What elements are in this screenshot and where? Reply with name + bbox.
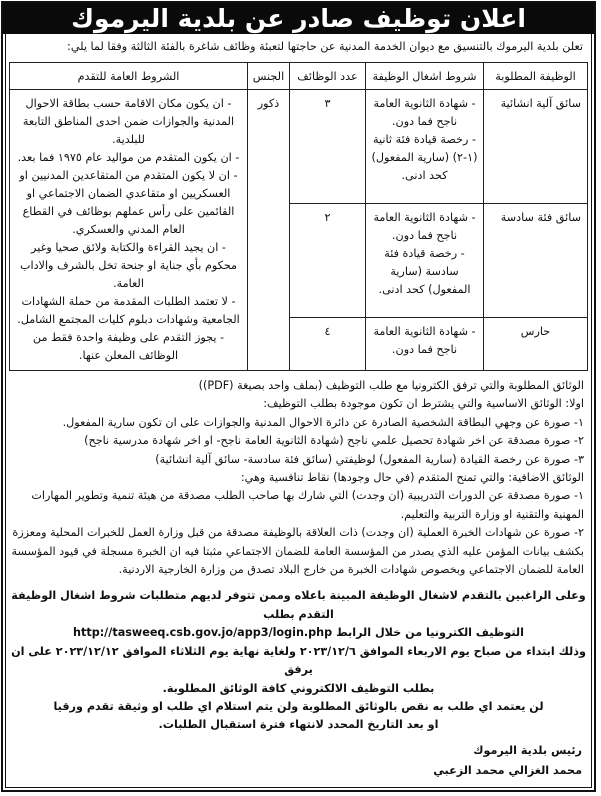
application-url-link[interactable]: http://tasweeq.csb.gov.jo/app3/login.php: [73, 626, 333, 640]
application-line: او بعد التاريخ المحدد لانتهاء فترة استقبال الطلبات.: [158, 718, 439, 732]
basic-documents-heading: اولا: الوثائق الاساسية والتي يشترط ان تكون موجودة بطلب التوظيف:: [263, 397, 584, 411]
job-count: ٢: [290, 203, 366, 317]
condition-item: - لا تعتمد الطلبات المقدمة من حملة الشهادات الجامعية وشهادات دبلوم كليات المجتمع الشامل.: [17, 295, 240, 326]
condition-item: - ان يكون مكان الاقامة حسب بطاقة الاحوال المدنية والجوازات ضمن احدى المناطق التابعة للبلدية.: [22, 97, 235, 146]
requirement-item: - شهادة الثانوية العامة ناجح فما دون.: [373, 210, 476, 242]
inner-border: [5, 34, 592, 788]
header-job: الوظيفة المطلوبة: [484, 63, 588, 90]
requirement-item: - شهادة الثانوية العامة ناجح فما دون.: [373, 97, 476, 128]
announcement-title: [3, 3, 594, 34]
condition-item: - ان يجيد القراءة والكتابة ولائق صحيا وغير محكوم بأي جناية او جنحة تخل بالشرف والاداب العامة.: [19, 241, 238, 290]
application-line: وذلك ابتداء من صباح يوم الاربعاء الموافق ٢٠٢٣/١٢/٦ ولغاية نهاية يوم الثلاثاء الموافق ٢٠٢٣/١٢/١٢ على ان يرفق: [11, 644, 586, 677]
job-requirements: [366, 203, 484, 317]
job-title: سائق فئة سادسة: [484, 203, 588, 317]
application-line: [9, 624, 588, 642]
header-gender: الجنس: [248, 63, 290, 90]
documents-section: [9, 377, 588, 579]
application-instructions: [9, 587, 588, 734]
table-header-row: [10, 63, 588, 90]
header-general: الشروط العامة للتقدم: [10, 63, 248, 90]
basic-document-item: ١- صورة عن وجهي البطاقة الشخصية الصادرة عن دائرة الاحوال المدنية والجوازات على ان تكون سارية المفعول.: [62, 415, 584, 429]
title-text: اعلان توظيف صادر عن بلدية اليرموك: [71, 4, 526, 33]
condition-item: - ان لا يكون المتقدم من المتقاعدين المدنيين او العسكريين او متقاعدي الضمان الاجتماعي او القائمين على رأس عملهم بوظائف في القطاع العام المدني والعسكري.: [19, 169, 238, 236]
intro-text: تعلن بلدية اليرموك بالتنسيق مع ديوان الخدمة المدنية عن حاجتها لتعبئة وظائف شاغرة بالفئة الثالثة وفقا لما يلي:: [67, 40, 583, 53]
general-conditions-cell: [10, 90, 248, 371]
jobs-table: [9, 62, 588, 371]
job-count: ٣: [290, 90, 366, 204]
signature-name: محمد الغزالي محمد الزعبي: [433, 763, 582, 777]
header-count: عدد الوظائف: [290, 63, 366, 90]
basic-document-item: ٣- صورة عن رخصة القيادة (سارية المفعول) لوظيفتي (سائق فئة سادسة- سائق آلية انشائية): [155, 452, 584, 466]
documents-heading: الوثائق المطلوبة والتي ترفق الكترونيا مع طلب التوظيف (بملف واحد بصيغة (PDF)): [198, 379, 584, 392]
signature-block: [9, 741, 588, 781]
gender-cell: ذكور: [248, 90, 290, 371]
extra-documents-heading: الوثائق الاضافية: والتي تمنح المتقدم (في حال وجودها) نقاط تنافسية وهي:: [240, 471, 584, 485]
extra-document-item: ١- صورة مصدقة عن الدورات التدريبية (ان وجدت) التي شارك بها صاحب الطلب مصدقة من هيئة تنمية وتطوير المهارات المهنية والتقنية او وزارة التربية والتعليم.: [31, 489, 584, 521]
job-title: حارس: [484, 317, 588, 370]
job-requirements: [366, 317, 484, 370]
extra-document-item: ٢- صورة عن شهادات الخبرة العملية (ان وجدت) ذات العلاقة بالوظيفة مصدقة من قبل وزارة العمل للخبرات المحلية ومعززة بكشف بيانات المؤمن عليه الذي يصدر من المؤسسة العامة للضمان الاجتماعي مثبتا فيه ان الخبرة مسجلة في قيود المؤسسة العامة للضمان الاجتماعي وبخصوص شهادات الخبرة من خارج البلاد تصدق من وزارة الخارجية الاردنية.: [11, 526, 584, 577]
application-link-text: التوظيف الكترونيا من خلال الرابط: [336, 626, 524, 640]
application-line: بطلب التوظيف الالكتروني كافة الوثائق المطلوبة.: [162, 681, 435, 695]
job-requirements: [366, 90, 484, 204]
condition-item: - يجوز التقدم على وظيفة واحدة فقط من الوظائف المعلن عنها.: [32, 331, 225, 362]
outer-border: [1, 1, 596, 792]
application-line: وعلى الراغبين بالتقدم لاشغال الوظيفة المبينة باعلاه وممن تتوفر لديهم متطلبات شروط اشغال الوظيفة التقدم بطلب: [11, 589, 586, 621]
signature-position: رئيس بلدية اليرموك: [473, 743, 582, 757]
job-title: سائق آلية انشائية: [484, 90, 588, 204]
basic-document-item: ٢- صورة مصدقة عن اخر شهادة تحصيل علمي ناجح (شهادة الثانوية العامة ناجح- او اخر شهادة مدرسية ناجح): [84, 434, 584, 448]
application-line: لن يعتمد اي طلب به نقص بالوثائق المطلوبة ولن يتم استلام اي طلب او وثيقة تقدم ورقيا: [53, 699, 544, 713]
requirement-item: - شهادة الثانوية العامة ناجح فما دون.: [373, 324, 476, 356]
condition-item: - ان يكون المتقدم من مواليد عام ١٩٧٥ فما بعد.: [17, 151, 240, 164]
requirement-item: - رخصة قيادة فئة سادسة (سارية المفعول) كحد ادنى.: [378, 246, 471, 296]
job-count: ٤: [290, 317, 366, 370]
table-row: [10, 90, 588, 204]
header-requirements: شروط اشغال الوظيفة: [366, 63, 484, 90]
requirement-item: - رخصة قيادة فئة ثانية (١-٢) (سارية المفعول) كحد ادنى.: [371, 133, 478, 182]
